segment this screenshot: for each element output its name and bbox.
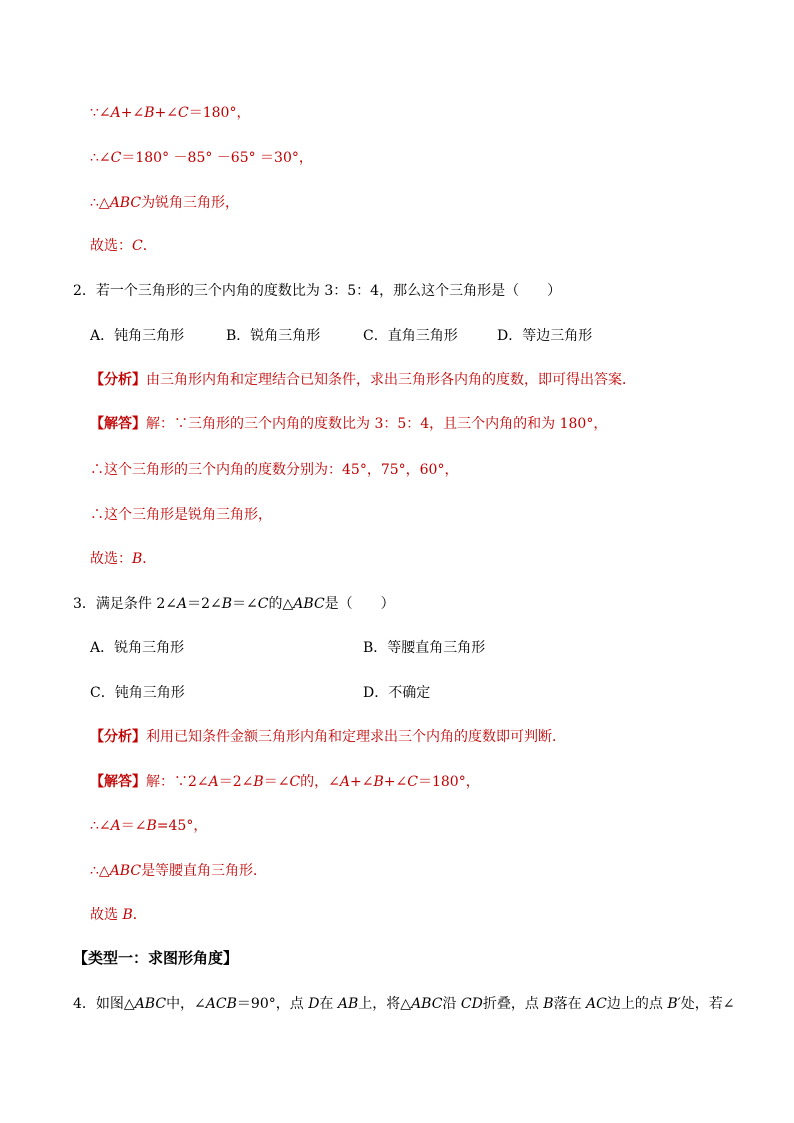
text: 落在: [553, 996, 587, 1012]
var: AC: [586, 996, 607, 1012]
text: 上，将△: [358, 996, 412, 1012]
var: CD: [460, 996, 483, 1012]
var: ABC: [109, 863, 142, 879]
q3-answer: [90, 906, 147, 924]
var: A: [110, 818, 121, 834]
text: 边上的点: [606, 996, 668, 1012]
section-title: 【类型一：求图形角度】: [73, 949, 239, 967]
q2-analysis: [90, 371, 636, 389]
analysis-text: 由三角形内角和定理结合已知条件，求出三角形各内角的度数，即可得出答案．: [146, 372, 636, 388]
text: ＝90°，点: [236, 996, 309, 1012]
var: AB: [337, 996, 359, 1012]
text: ＝180°，: [417, 774, 480, 790]
var: ABC: [411, 996, 443, 1012]
text: 在: [319, 996, 338, 1012]
q3-solution-line3: [90, 862, 267, 880]
text: 故选: [90, 907, 123, 923]
q3-option-b: B．等腰直角三角形: [363, 640, 486, 656]
analysis-text: 利用已知条件金额三角形内角和定理求出三个内角的度数即可判断．: [146, 729, 566, 745]
q3-solution-line2: [90, 817, 207, 835]
q2-option-a: A．钝角三角形: [90, 328, 185, 344]
var: C: [407, 774, 418, 790]
text: ＝∠: [120, 818, 147, 834]
text: 故选：: [90, 238, 132, 254]
var: B: [253, 774, 264, 790]
text: 的，∠: [300, 774, 340, 790]
text: 的△: [268, 596, 294, 612]
text: ．: [132, 907, 147, 923]
text: 4．如图△: [73, 996, 135, 1012]
var: A: [110, 105, 121, 121]
analysis-tag: 【分析】: [90, 729, 146, 745]
solution1-answer: [90, 237, 157, 255]
text: ＝∠: [263, 774, 290, 790]
q2-stem: 2．若一个三角形的三个内角的度数比为 3：5：4，那么这个三角形是（ ）: [73, 283, 562, 299]
var: C: [132, 238, 143, 254]
text: ＝2∠: [218, 774, 254, 790]
solution-tag: 【解答】: [90, 416, 146, 432]
analysis-tag: 【分析】: [90, 372, 146, 388]
text: 折叠，点: [482, 996, 544, 1012]
text: ∵∠: [90, 105, 111, 121]
q3-analysis: [90, 728, 566, 746]
text: +∠: [154, 105, 178, 121]
text: ＝180° －85° －65° ＝30°，: [121, 150, 313, 166]
q3-option-d: D．不确定: [363, 685, 431, 701]
text: ∴∠: [90, 150, 111, 166]
text: 是（ ）: [324, 596, 395, 612]
var: B: [132, 551, 143, 567]
solution1-line2: [90, 149, 313, 167]
text: ∴△: [90, 863, 110, 879]
q2-solution-line3: ∴这个三角形是锐角三角形，: [90, 507, 272, 523]
text: ∴△: [90, 195, 110, 211]
text: ．: [142, 238, 157, 254]
var: C: [110, 150, 122, 166]
var: B: [373, 774, 384, 790]
var: B′: [667, 996, 681, 1012]
var: ABC: [109, 195, 142, 211]
text: 为锐角三角形，: [141, 195, 240, 211]
text: ∴∠: [90, 818, 111, 834]
text: 沿: [442, 996, 461, 1012]
var: ACB: [205, 996, 237, 1012]
var: B: [144, 105, 155, 121]
text: 处，若∠: [680, 996, 735, 1012]
var: A: [177, 596, 188, 612]
q3-stem: [73, 595, 395, 613]
q2-answer: [90, 550, 156, 568]
var: A: [339, 774, 351, 790]
text: +∠: [350, 774, 374, 790]
q2-option-c: C．直角三角形: [363, 328, 458, 344]
var: ABC: [134, 996, 167, 1012]
q4-stem: [73, 995, 735, 1013]
text: ＝180°，: [188, 105, 251, 121]
var: B: [543, 996, 554, 1012]
var: ABC: [293, 596, 325, 612]
q2-option-b: B．锐角三角形: [226, 328, 321, 344]
text: +∠: [120, 105, 145, 121]
var: C: [257, 596, 269, 612]
text: 中，∠: [166, 996, 206, 1012]
var: D: [308, 996, 320, 1012]
solution-text: 解：∵三角形的三个内角的度数比为 3：5：4，且三个内角的和为 180°，: [146, 416, 608, 432]
text: 3．满足条件 2∠: [73, 596, 177, 612]
text: ＝2∠: [187, 596, 222, 612]
q3-solution-line1: [90, 773, 480, 791]
text: ．: [142, 551, 157, 567]
solution-tag: 【解答】: [90, 774, 146, 790]
text: +∠: [383, 774, 408, 790]
text: ＝∠: [232, 596, 258, 612]
q2-solution-line1: [90, 415, 607, 433]
var: B: [221, 596, 233, 612]
text: 是等腰直角三角形．: [141, 863, 268, 879]
text: =45°，: [156, 818, 208, 834]
var: A: [208, 774, 219, 790]
var: C: [178, 105, 189, 121]
var: B: [146, 818, 157, 834]
solution1-line3: [90, 194, 239, 212]
var: C: [289, 774, 301, 790]
q3-option-a: A．锐角三角形: [90, 640, 185, 656]
solution1-line1: [90, 104, 250, 122]
text: 故选：: [90, 551, 132, 567]
q2-option-d: D．等边三角形: [497, 328, 593, 344]
q2-solution-line2: ∴这个三角形的三个内角的度数分别为：45°，75°，60°，: [90, 462, 459, 478]
text: 解：∵2∠: [146, 774, 209, 790]
q3-option-c: C．钝角三角形: [90, 685, 185, 701]
var: B: [122, 907, 133, 923]
